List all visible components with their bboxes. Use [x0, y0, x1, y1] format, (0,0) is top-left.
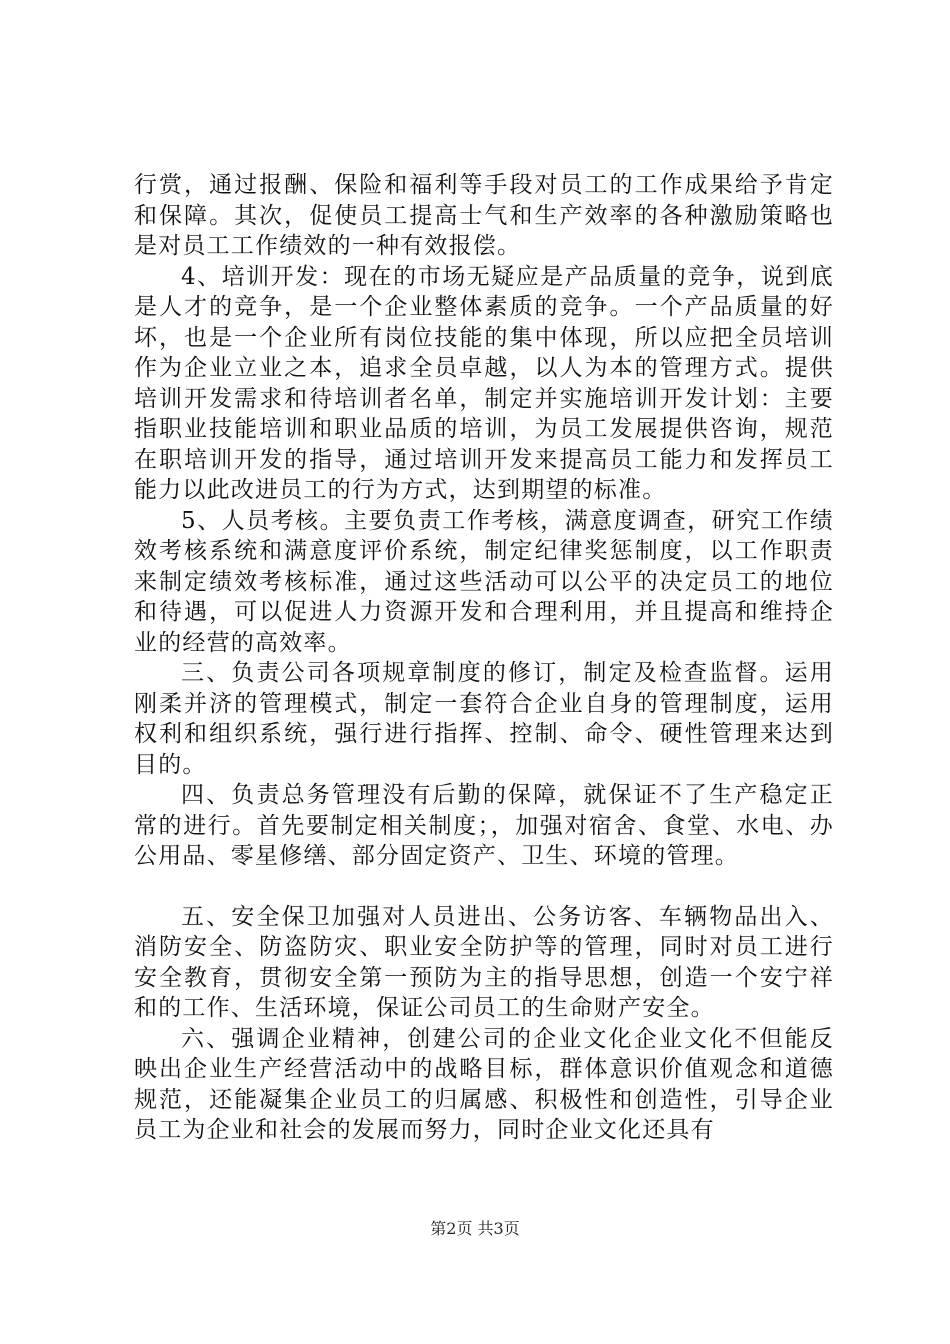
- paragraph-spacer: [134, 872, 834, 902]
- paragraph-security: 五、安全保卫加强对人员进出、公务访客、车辆物品出入、消防安全、防盗防灾、职业安全防护等的管理，同时对员工进行安全教育，贯彻安全第一预防为主的指导思想，创造一个安宁祥和的工作、生活环境，保证公司员工的生命财产安全。: [134, 903, 834, 1021]
- paragraph-rewards-continuation: 行赏，通过报酬、保险和福利等手段对员工的工作成果给予肯定和保障。其次，促使员工提高士气和生产效率的各种激励策略也是对员工工作绩效的一种有效报偿。: [134, 172, 834, 259]
- paragraph-rules-and-regulations: 三、负责公司各项规章制度的修订，制定及检查监督。运用刚柔并济的管理模式，制定一套符合企业自身的管理制度，运用权利和组织系统，强行进行指挥、控制、命令、硬性管理来达到目的。: [134, 660, 834, 778]
- paragraph-personnel-assessment: 5、人员考核。主要负责工作考核，满意度调查，研究工作绩效考核系统和满意度评价系统，制定纪律奖惩制度，以工作职责来制定绩效考核标准，通过这些活动可以公平的决定员工的地位和待遇，可以促进人力资源开发和合理利用，并且提高和维持企业的经营的高效率。: [134, 507, 834, 656]
- document-body: [134, 170, 834, 1146]
- page-number-footer: 第2页 共3页: [430, 1219, 520, 1238]
- paragraph-training-development: 4、培训开发：现在的市场无疑应是产品质量的竞争，说到底是人才的竞争，是一个企业整体素质的竞争。一个产品质量的好坏，也是一个企业所有岗位技能的集中体现，所以应把全员培训作为企业立业之本，追求全员卓越，以人为本的管理方式。提供培训开发需求和待培训者名单，制定并实施培训开发计划：主要指职业技能培训和职业品质的培训，为员工发展提供咨询，规范在职培训开发的指导，通过培训开发来提高员工能力和发挥员工能力以此改进员工的行为方式，达到期望的标准。: [134, 263, 834, 503]
- paragraph-corporate-culture: 六、强调企业精神，创建公司的企业文化企业文化不但能反映出企业生产经营活动中的战略目标，群体意识价值观念和道德规范，还能凝集企业员工的归属感、积极性和创造性，引导企业员工为企业和社会的发展而努力，同时企业文化还具有: [134, 1025, 834, 1143]
- paragraph-general-affairs: 四、负责总务管理没有后勤的保障，就保证不了生产稳定正常的进行。首先要制定相关制度；，加强对宿舍、食堂、水电、办公用品、零星修缮、部分固定资产、卫生、环境的管理。: [134, 782, 834, 869]
